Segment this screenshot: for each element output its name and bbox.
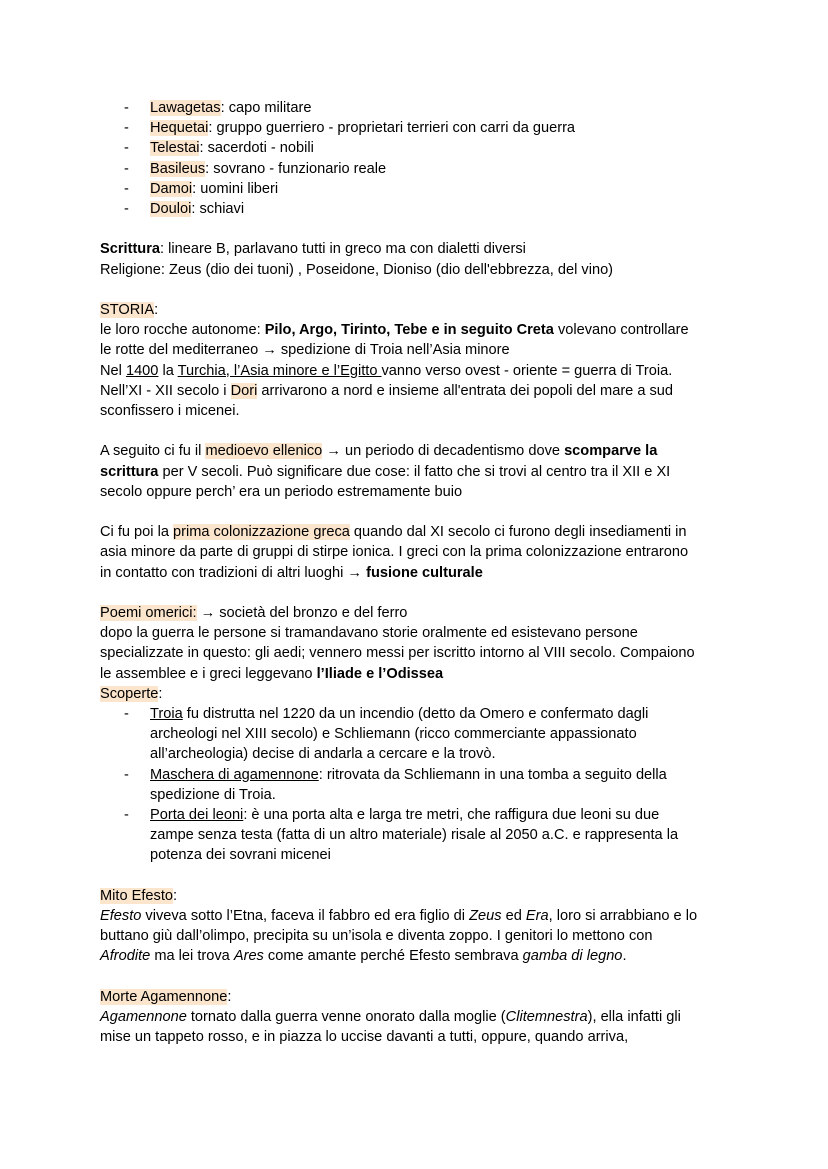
poemi-paragraph (100, 623, 700, 684)
text: → un periodo di decadentismo dove (322, 443, 565, 460)
storia-paragraph-1 (100, 320, 700, 360)
list-item (100, 199, 700, 219)
colon: : (173, 887, 178, 904)
list-item (100, 704, 700, 765)
agamennone-heading-text: Morte Agamennone (100, 988, 228, 1005)
list-item (100, 805, 700, 866)
rank-desc: : sovrano - funzionario reale (205, 160, 387, 177)
list-item (100, 765, 700, 805)
text: ), ella infatti gli mise un tappeto rosso, e in piazza lo uccise davanti a tutti, oppure, quando arriva, (100, 1009, 681, 1046)
agamennone-heading (100, 987, 700, 1007)
text: arrivarono a nord e insieme all'entrata dei popoli del mare a sud sconfissero i micenei. (100, 382, 674, 420)
scoperta-desc: : è una porta alta e larga tre metri, che raffigura due leoni su due zampe senza testa (fatta di un altro materiale) risale al 2050 a.C. e rappresenta la potenza dei sovrani micenei (150, 807, 679, 864)
poemi-heading (100, 603, 700, 623)
list-item (100, 138, 700, 158)
list-item (100, 118, 700, 138)
scoperta-term: Maschera di agamennone (150, 766, 319, 783)
efesto-heading-text: Mito Efesto (100, 887, 173, 904)
text: . (622, 948, 627, 965)
iliade-bold: l’Iliade e l’Odissea (316, 665, 444, 682)
rank-desc: : uomini liberi (192, 180, 279, 197)
document-page (100, 98, 700, 1047)
scoperta-term: Troia (150, 706, 183, 723)
text: vanno verso ovest - oriente = guerra di Troia. Nell’XI - XII secolo i (100, 362, 673, 399)
rank-desc: : sacerdoti - nobili (199, 140, 314, 157)
rank-desc: : schiavi (191, 201, 245, 218)
italic: Ares (233, 948, 264, 965)
agamennone-paragraph (100, 1007, 700, 1047)
rank-desc: : gruppo guerriero - proprietari terrieri con carri da guerra (208, 120, 576, 137)
rank-term: Basileus (150, 160, 206, 177)
places-underlined: Turchia, l’Asia minore e l’Egitto (177, 362, 382, 379)
text: Ci fu poi la (100, 524, 174, 541)
scrittura-text: : lineare B, parlavano tutti in greco ma con dialetti diversi (160, 241, 526, 258)
text: tornato dalla guerra venne onorato dalla moglie ( (186, 1009, 506, 1026)
list-item (100, 179, 700, 199)
scoperta-desc: fu distrutta nel 1220 da un incendio (detto da Omero e confermato dagli archeologi nel XIII secolo) e Schliemann (ricco commerciante appassionato all’archeologia) decise di andarla a cercare e la trovò. (150, 706, 649, 763)
italic: Efesto (100, 908, 142, 925)
text: viveva sotto l’Etna, faceva il fabbro ed era figlio di (141, 908, 470, 925)
text: dopo la guerra le persone si tramandavano storie oralmente ed esistevano persone specializzate in questo: gli aedi; vennero messi per iscritto intorno al VIII secolo. Compaiono le assemblee e i greci leggevano (100, 625, 695, 682)
colonizzazione-paragraph (100, 522, 700, 583)
scoperta-term: Porta dei leoni (150, 807, 244, 824)
fusione-bold: fusione culturale (366, 564, 483, 581)
italic: Clitemnestra (505, 1009, 588, 1026)
text: , loro si arrabbiano e lo buttano giù dall’olimpo, precipita su un’isola e diventa zoppo. I genitori lo mettono con (100, 908, 698, 945)
list-item (100, 159, 700, 179)
rank-term: Douloi (150, 201, 192, 218)
text: Nel (100, 362, 126, 379)
text: per V secoli. Può significare due cose: il fatto che si trovi al centro tra il XII e XI secolo oppure perch’ era un periodo estremamente buio (100, 463, 671, 500)
colon: : (227, 988, 232, 1005)
rank-term: Lawagetas (150, 100, 221, 116)
rank-term: Damoi (150, 180, 193, 197)
medioevo-paragraph (100, 441, 700, 502)
text: ma lei trova (150, 948, 234, 965)
religione-line: Religione: Zeus (dio dei tuoni) , Poseidone, Dioniso (dio dell'ebbrezza, del vino) (100, 261, 614, 278)
medioevo-highlight: medioevo ellenico (205, 443, 323, 460)
scoperte-heading (100, 684, 700, 704)
text: quando dal XI secolo ci furono degli insediamenti in asia minore da parte di gruppi di stirpe ionica. I greci con la prima colonizzazione entrarono in contatto con tradizioni di altri luoghi → (100, 524, 689, 581)
text: → società del bronzo e del ferro (196, 605, 408, 621)
italic: Agamennone (100, 1009, 187, 1026)
dori-highlight: Dori (230, 382, 258, 399)
rank-desc: : capo militare (220, 100, 312, 116)
scrittura-bold: scomparve la scrittura (100, 443, 658, 480)
storia-paragraph-2 (100, 361, 700, 422)
list-item (100, 98, 700, 118)
poemi-highlight: Poemi omerici: (100, 605, 197, 621)
rank-term: Telestai (150, 140, 200, 157)
year-underlined: 1400 (125, 362, 159, 379)
efesto-paragraph (100, 906, 700, 967)
colon: : (154, 302, 159, 318)
efesto-heading (100, 886, 700, 906)
cities-bold: Pilo, Argo, Tirinto, Tebe e in seguito Creta (264, 322, 554, 339)
scrittura-line (100, 239, 700, 259)
scrittura-label: Scrittura (100, 241, 161, 258)
italic: Era (525, 908, 549, 925)
rank-term: Hequetai (150, 120, 209, 137)
text: le loro rocche autonome: (100, 322, 265, 339)
ranks-list (100, 98, 700, 219)
colonizzazione-highlight: prima colonizzazione greca (173, 524, 350, 541)
text: volevano controllare le rotte del mediterraneo → spedizione di Troia nell’Asia minore (100, 322, 689, 359)
scoperte-list (100, 704, 700, 866)
italic: gamba di legno (522, 948, 623, 965)
text: la (158, 362, 178, 379)
italic: Afrodite (100, 948, 151, 965)
text: ed (501, 908, 526, 925)
storia-heading (100, 300, 700, 320)
colon: : (158, 685, 163, 702)
text: come amante perché Efesto sembrava (263, 948, 523, 965)
scoperta-desc: : ritrovata da Schliemann in una tomba a seguito della spedizione di Troia. (150, 766, 667, 803)
text: A seguito ci fu il (100, 443, 206, 460)
italic: Zeus (469, 908, 502, 925)
scoperte-heading-text: Scoperte (100, 685, 159, 702)
storia-heading-text: STORIA (100, 302, 155, 318)
